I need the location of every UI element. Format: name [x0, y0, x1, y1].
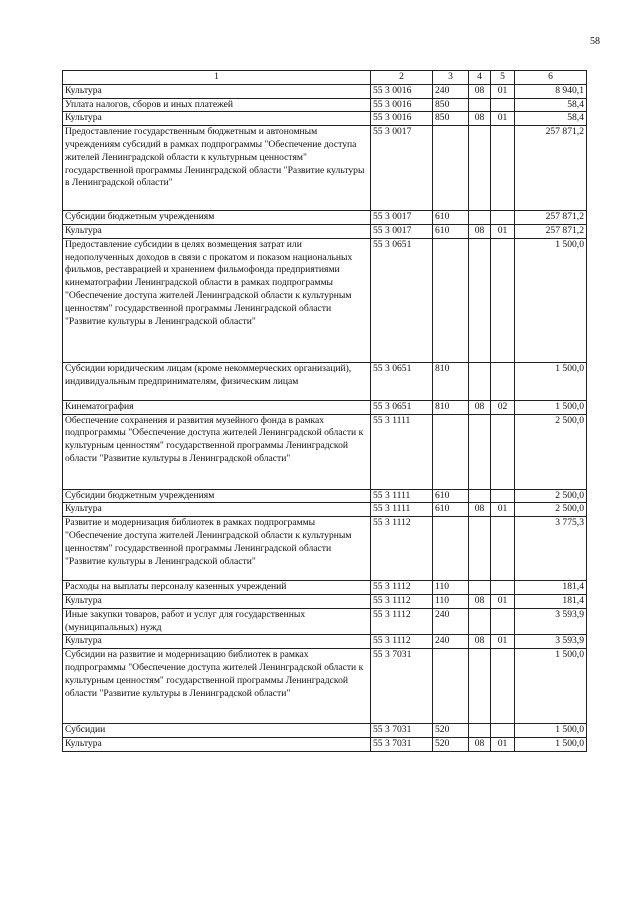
row-expense-type: 610	[433, 224, 469, 238]
row-subsection	[491, 362, 515, 400]
row-amount: 257 871,2	[515, 211, 587, 225]
row-section	[469, 238, 491, 362]
table-row	[63, 503, 587, 517]
row-subsection: 01	[491, 84, 515, 98]
row-name: Культура	[63, 84, 371, 98]
row-expense-type: 610	[433, 211, 469, 225]
row-expense-type: 240	[433, 635, 469, 649]
row-name: Иные закупки товаров, работ и услуг для государственных (муниципальных) нужд	[63, 608, 371, 635]
table-header	[63, 71, 587, 85]
row-subsection: 01	[491, 594, 515, 608]
row-amount: 2 500,0	[515, 489, 587, 503]
row-code: 55 3 1111	[371, 489, 433, 503]
row-name: Уплата налогов, сборов и иных платежей	[63, 98, 371, 112]
row-code: 55 3 0651	[371, 238, 433, 362]
row-code: 55 3 0017	[371, 224, 433, 238]
row-name: Предоставление субсидии в целях возмещения затрат или недополученных доходов в связи с прокатом и показом национальных фильмов, реставрацией и хранением фильмофонда предприятиями кинематографии Ленинградской области в рамках подпрограммы "Обеспечение доступа жителей Ленинградской области к культурным ценностям" государственной программы Ленинградской области "Развитие культуры в Ленинградской области"	[63, 238, 371, 362]
row-section	[469, 362, 491, 400]
row-code: 55 3 0016	[371, 112, 433, 126]
row-amount: 1 500,0	[515, 724, 587, 738]
row-expense-type	[433, 238, 469, 362]
row-name: Культура	[63, 224, 371, 238]
row-expense-type: 810	[433, 362, 469, 400]
row-code: 55 3 0017	[371, 211, 433, 225]
header-col-4: 4	[469, 71, 491, 85]
row-section	[469, 608, 491, 635]
row-name: Субсидии юридическим лицам (кроме некоммерческих организаций), индивидуальным предпринимателям, физическим лицам	[63, 362, 371, 400]
row-expense-type: 110	[433, 594, 469, 608]
row-code: 55 3 7031	[371, 649, 433, 724]
row-expense-type: 240	[433, 84, 469, 98]
table-row	[63, 489, 587, 503]
row-amount: 181,4	[515, 581, 587, 595]
row-amount: 58,4	[515, 112, 587, 126]
row-section: 08	[469, 737, 491, 751]
row-subsection	[491, 126, 515, 211]
row-subsection	[491, 98, 515, 112]
row-subsection: 01	[491, 737, 515, 751]
row-subsection	[491, 649, 515, 724]
row-subsection: 01	[491, 224, 515, 238]
table-row	[63, 112, 587, 126]
row-section: 08	[469, 635, 491, 649]
row-name: Культура	[63, 737, 371, 751]
page-number: 58	[590, 36, 600, 47]
table-row	[63, 724, 587, 738]
table-row	[63, 517, 587, 581]
row-amount: 1 500,0	[515, 362, 587, 400]
row-expense-type	[433, 517, 469, 581]
table-row	[63, 211, 587, 225]
row-amount: 3 775,3	[515, 517, 587, 581]
row-amount: 2 500,0	[515, 503, 587, 517]
row-name: Кинематография	[63, 400, 371, 414]
row-code: 55 3 1111	[371, 503, 433, 517]
row-name: Субсидии на развитие и модернизацию библиотек в рамках подпрограммы "Обеспечение доступа жителей Ленинградской области к культурным ценностям" государственной программы Ленинградской области "Развитие культуры в Ленинградской области"	[63, 649, 371, 724]
row-expense-type: 520	[433, 724, 469, 738]
row-amount: 181,4	[515, 594, 587, 608]
row-expense-type	[433, 649, 469, 724]
row-section: 08	[469, 112, 491, 126]
row-code: 55 3 1112	[371, 517, 433, 581]
row-subsection: 01	[491, 503, 515, 517]
row-expense-type	[433, 126, 469, 211]
row-section	[469, 211, 491, 225]
row-section: 08	[469, 224, 491, 238]
row-subsection: 01	[491, 112, 515, 126]
row-expense-type: 240	[433, 608, 469, 635]
row-subsection	[491, 517, 515, 581]
table-body	[63, 84, 587, 751]
budget-table	[62, 70, 587, 752]
header-col-6: 6	[515, 71, 587, 85]
row-amount: 8 940,1	[515, 84, 587, 98]
header-col-5: 5	[491, 71, 515, 85]
row-section: 08	[469, 503, 491, 517]
row-section	[469, 126, 491, 211]
row-name: Предоставление государственным бюджетным и автономным учреждениям субсидий в рамках подпрограммы "Обеспечение доступа жителей Ленинградской области к культурным ценностям" государственной программы Ленинградской области "Развитие культуры в Ленинградской области"	[63, 126, 371, 211]
row-expense-type: 810	[433, 400, 469, 414]
row-subsection: 02	[491, 400, 515, 414]
row-name: Культура	[63, 503, 371, 517]
header-col-2: 2	[371, 71, 433, 85]
row-subsection	[491, 238, 515, 362]
row-amount: 1 500,0	[515, 737, 587, 751]
table-row	[63, 84, 587, 98]
row-section: 08	[469, 84, 491, 98]
table-row	[63, 238, 587, 362]
row-code: 55 3 0016	[371, 98, 433, 112]
table-row	[63, 608, 587, 635]
row-expense-type: 610	[433, 503, 469, 517]
header-row	[63, 71, 587, 85]
row-code: 55 3 7031	[371, 737, 433, 751]
header-col-1: 1	[63, 71, 371, 85]
row-section: 08	[469, 594, 491, 608]
row-name: Культура	[63, 112, 371, 126]
table-row	[63, 414, 587, 489]
row-amount: 257 871,2	[515, 126, 587, 211]
row-amount: 1 500,0	[515, 649, 587, 724]
row-subsection	[491, 414, 515, 489]
row-section	[469, 489, 491, 503]
row-name: Субсидии	[63, 724, 371, 738]
row-name: Обеспечение сохранения и развития музейного фонда в рамках подпрограммы "Обеспечение доступа жителей Ленинградской области к культурным ценностям" государственной программы Ленинградской области "Развитие культуры в Ленинградской области"	[63, 414, 371, 489]
row-section	[469, 98, 491, 112]
table-row	[63, 400, 587, 414]
row-amount: 1 500,0	[515, 238, 587, 362]
row-section	[469, 414, 491, 489]
row-code: 55 3 1112	[371, 594, 433, 608]
row-section: 08	[469, 400, 491, 414]
table-row	[63, 649, 587, 724]
row-subsection	[491, 489, 515, 503]
row-subsection: 01	[491, 635, 515, 649]
table-row	[63, 594, 587, 608]
row-name: Расходы на выплаты персоналу казенных учреждений	[63, 581, 371, 595]
row-amount: 2 500,0	[515, 414, 587, 489]
row-section	[469, 724, 491, 738]
row-amount: 3 593,9	[515, 608, 587, 635]
row-expense-type: 850	[433, 112, 469, 126]
row-amount: 3 593,9	[515, 635, 587, 649]
table-row	[63, 737, 587, 751]
row-section	[469, 581, 491, 595]
row-expense-type	[433, 414, 469, 489]
header-col-3: 3	[433, 71, 469, 85]
row-subsection	[491, 608, 515, 635]
table-row	[63, 362, 587, 400]
row-name: Культура	[63, 594, 371, 608]
row-expense-type: 110	[433, 581, 469, 595]
row-code: 55 3 0017	[371, 126, 433, 211]
row-code: 55 3 0016	[371, 84, 433, 98]
row-section	[469, 649, 491, 724]
row-name: Субсидии бюджетным учреждениям	[63, 211, 371, 225]
table-row	[63, 126, 587, 211]
table-row	[63, 581, 587, 595]
table-row	[63, 635, 587, 649]
row-expense-type: 610	[433, 489, 469, 503]
row-code: 55 3 0651	[371, 400, 433, 414]
row-name: Развитие и модернизация библиотек в рамках подпрограммы "Обеспечение доступа жителей Ленинградской области к культурным ценностям" государственной программы Ленинградской области "Развитие культуры в Ленинградской области"	[63, 517, 371, 581]
row-code: 55 3 1112	[371, 635, 433, 649]
row-subsection	[491, 724, 515, 738]
row-code: 55 3 1112	[371, 581, 433, 595]
row-name: Субсидии бюджетным учреждениям	[63, 489, 371, 503]
row-expense-type: 520	[433, 737, 469, 751]
table-row	[63, 224, 587, 238]
row-code: 55 3 1112	[371, 608, 433, 635]
row-subsection	[491, 581, 515, 595]
row-amount: 257 871,2	[515, 224, 587, 238]
table-row	[63, 98, 587, 112]
row-amount: 58,4	[515, 98, 587, 112]
row-expense-type: 850	[433, 98, 469, 112]
row-code: 55 3 1111	[371, 414, 433, 489]
row-section	[469, 517, 491, 581]
row-name: Культура	[63, 635, 371, 649]
row-amount: 1 500,0	[515, 400, 587, 414]
row-code: 55 3 7031	[371, 724, 433, 738]
row-code: 55 3 0651	[371, 362, 433, 400]
row-subsection	[491, 211, 515, 225]
